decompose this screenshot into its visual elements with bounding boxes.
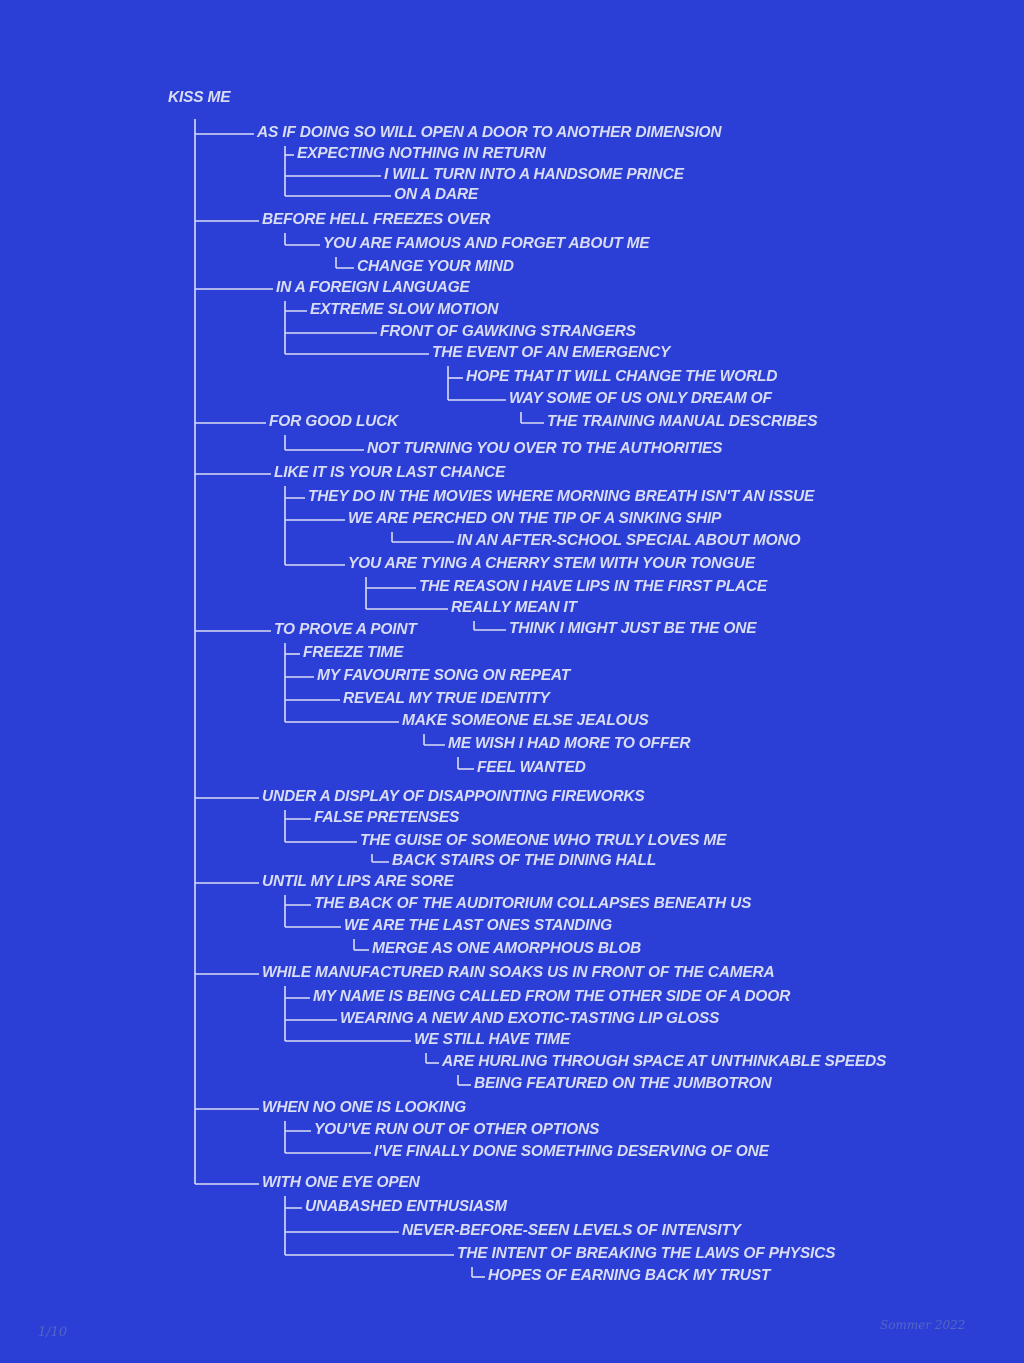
tree-node-label: AS IF DOING SO WILL OPEN A DOOR TO ANOTHER DIMENSION [257,124,722,141]
tree-node-label: REALLY MEAN IT [451,599,577,616]
tree-node-label: HOPE THAT IT WILL CHANGE THE WORLD [466,368,778,385]
tree-node-label: MY FAVOURITE SONG ON REPEAT [317,667,570,684]
tree-node-label: REVEAL MY TRUE IDENTITY [343,690,550,707]
tree-node-label: WHEN NO ONE IS LOOKING [262,1099,466,1116]
tree-node-label: ON A DARE [394,186,479,203]
tree-node-label: THE EVENT OF AN EMERGENCY [432,344,671,361]
tree-node-label: HOPES OF EARNING BACK MY TRUST [488,1267,771,1284]
tree-node-label: EXPECTING NOTHING IN RETURN [297,145,546,162]
tree-node-label: WEARING A NEW AND EXOTIC-TASTING LIP GLOSS [340,1010,720,1027]
tree-node-label: I WILL TURN INTO A HANDSOME PRINCE [384,166,684,183]
tree-node-label: WITH ONE EYE OPEN [262,1174,420,1191]
tree-node-label: BEING FEATURED ON THE JUMBOTRON [474,1075,772,1092]
tree-node-label: FRONT OF GAWKING STRANGERS [380,323,636,340]
tree-node-label: THE GUISE OF SOMEONE WHO TRULY LOVES ME [360,832,727,849]
tree-node-label: WAY SOME OF US ONLY DREAM OF [509,390,772,407]
tree-node-label: MAKE SOMEONE ELSE JEALOUS [402,712,649,729]
tree-node-label: BEFORE HELL FREEZES OVER [262,211,491,228]
tree-node-label: THINK I MIGHT JUST BE THE ONE [509,620,757,637]
tree-node-label: TO PROVE A POINT [274,621,417,638]
tree-node-label: WE STILL HAVE TIME [414,1031,570,1048]
tree-node-label: YOU ARE FAMOUS AND FORGET ABOUT ME [323,235,650,252]
tree-node-label: THEY DO IN THE MOVIES WHERE MORNING BREATH ISN'T AN ISSUE [308,488,815,505]
tree-node-label: FOR GOOD LUCK [269,413,399,430]
tree-node-label: ARE HURLING THROUGH SPACE AT UNTHINKABLE SPEEDS [442,1053,887,1070]
tree-node-label: BACK STAIRS OF THE DINING HALL [392,852,657,869]
tree-node-label: FALSE PRETENSES [314,809,460,826]
tree-node-label: UNABASHED ENTHUSIASM [305,1198,507,1215]
tree-node-label: NOT TURNING YOU OVER TO THE AUTHORITIES [367,440,723,457]
tree-node-label: IN AN AFTER-SCHOOL SPECIAL ABOUT MONO [457,532,801,549]
tree-node-label: LIKE IT IS YOUR LAST CHANCE [274,464,506,481]
edition-number: 1/10 [38,1325,68,1340]
tree-node-label: THE REASON I HAVE LIPS IN THE FIRST PLACE [419,578,768,595]
tree-node-label: YOU'VE RUN OUT OF OTHER OPTIONS [314,1121,600,1138]
tree-node-label: EXTREME SLOW MOTION [310,301,499,318]
tree-node-label: IN A FOREIGN LANGUAGE [276,279,470,296]
tree-node-label: YOU ARE TYING A CHERRY STEM WITH YOUR TONGUE [348,555,755,572]
tree-node-label: MERGE AS ONE AMORPHOUS BLOB [372,940,642,957]
tree-node-label: MY NAME IS BEING CALLED FROM THE OTHER SIDE OF A DOOR [313,988,791,1005]
tree-node-label: UNTIL MY LIPS ARE SORE [262,873,454,890]
tree-node-label: FREEZE TIME [303,644,404,661]
tree-node-label: THE BACK OF THE AUDITORIUM COLLAPSES BENEATH US [314,895,752,912]
tree-node-label: UNDER A DISPLAY OF DISAPPOINTING FIREWORKS [262,788,645,805]
tree-node-label: THE TRAINING MANUAL DESCRIBES [547,413,818,430]
tree-root-label: KISS ME [168,89,231,106]
tree-node-label: THE INTENT OF BREAKING THE LAWS OF PHYSICS [457,1245,836,1262]
tree-node-label: WE ARE PERCHED ON THE TIP OF A SINKING SHIP [348,510,722,527]
artist-signature: Sommer 2022 [880,1318,966,1332]
tree-node-label: NEVER-BEFORE-SEEN LEVELS OF INTENSITY [402,1222,741,1239]
tree-node-label: FEEL WANTED [477,759,586,776]
tree-node-label: CHANGE YOUR MIND [357,258,514,275]
tree-node-label: I'VE FINALLY DONE SOMETHING DESERVING OF ONE [374,1143,769,1160]
tree-node-label: WHILE MANUFACTURED RAIN SOAKS US IN FRONT OF THE CAMERA [262,964,775,981]
tree-node-label: ME WISH I HAD MORE TO OFFER [448,735,691,752]
tree-node-label: WE ARE THE LAST ONES STANDING [344,917,613,934]
